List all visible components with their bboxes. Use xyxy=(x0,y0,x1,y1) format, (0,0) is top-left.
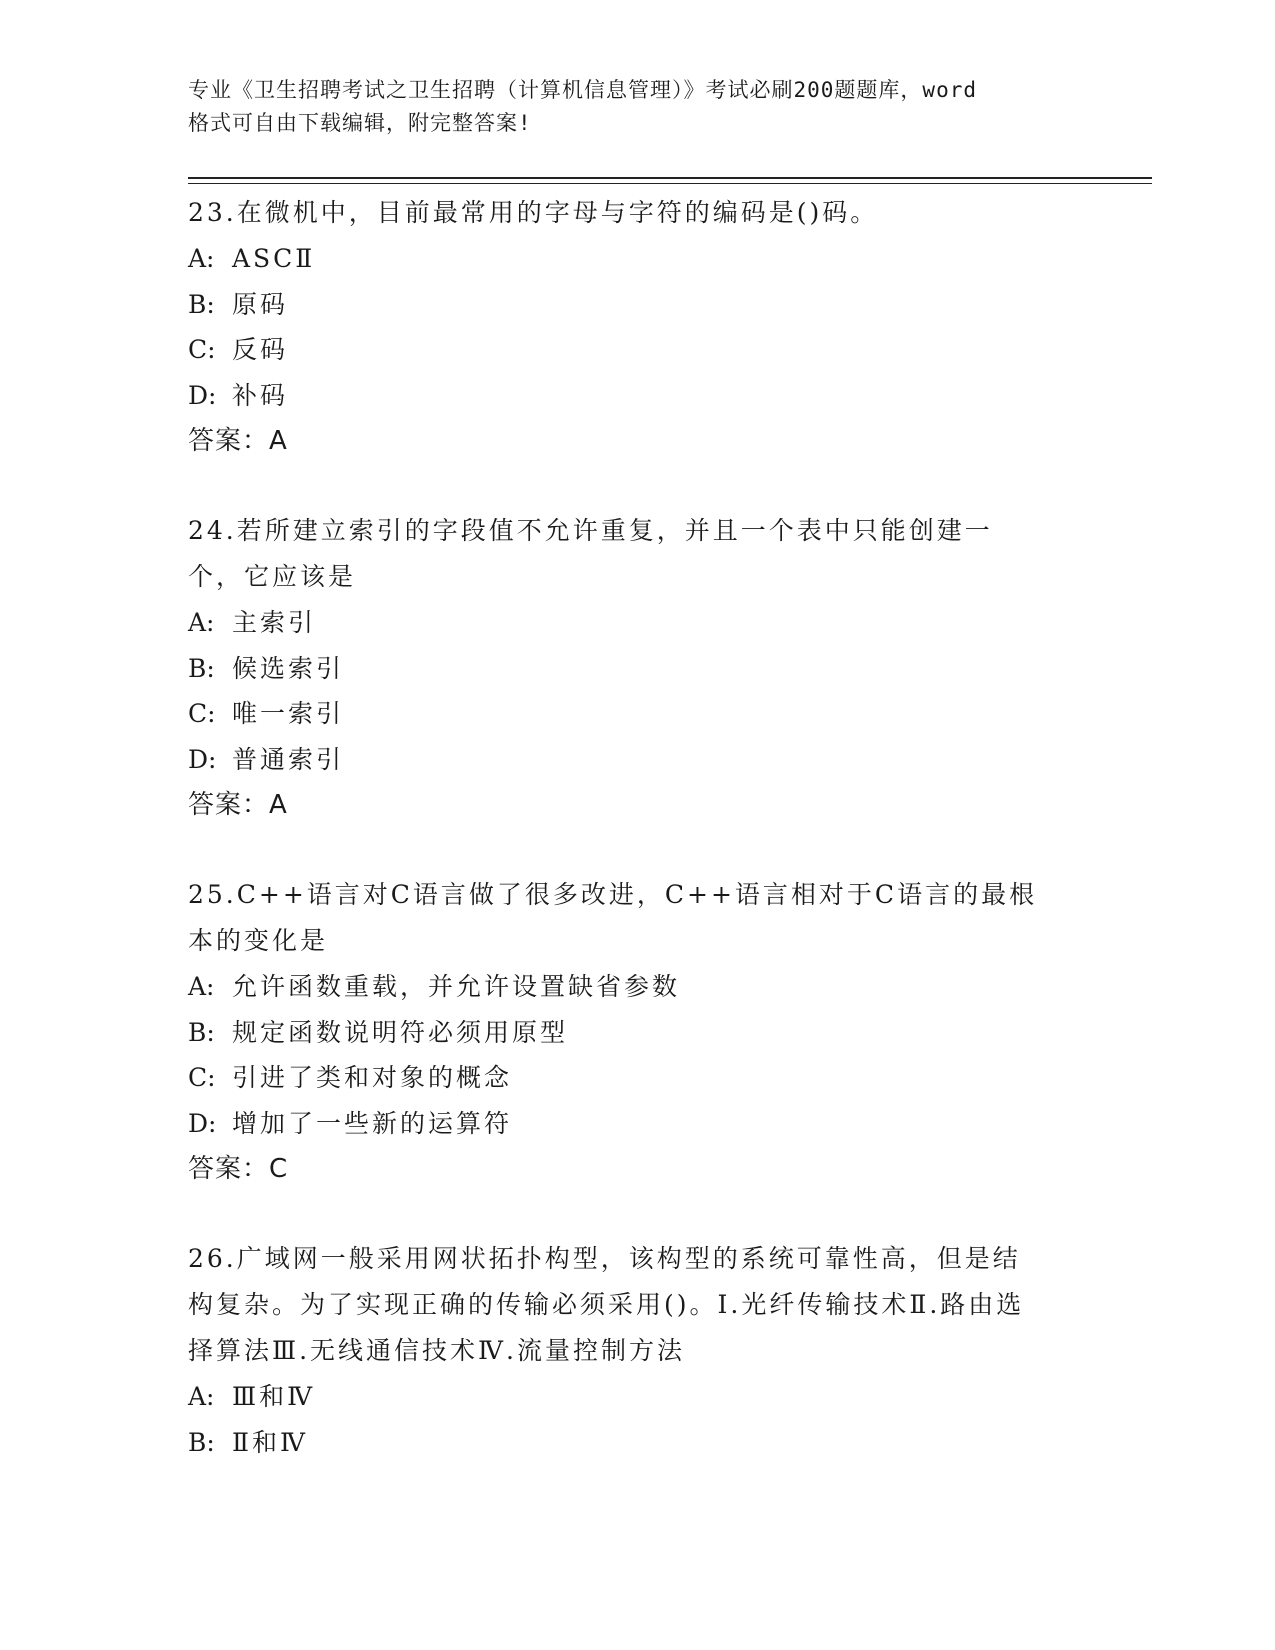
option-text: 唯一索引 xyxy=(232,699,345,728)
option-letter: B: xyxy=(188,653,215,683)
option-b xyxy=(188,646,1088,692)
question-item xyxy=(188,872,1088,1192)
option-b xyxy=(188,1010,1088,1056)
option-c xyxy=(188,327,1088,373)
question-list xyxy=(188,190,1088,1509)
option-text: Ⅱ和Ⅳ xyxy=(232,1427,308,1457)
header-divider-thick xyxy=(188,177,1152,179)
option-d xyxy=(188,737,1088,783)
header-line-1: 专业《卫生招聘考试之卫生招聘（计算机信息管理）》考试必刷200题题库，word xyxy=(188,78,977,102)
option-b xyxy=(188,282,1088,328)
option-d xyxy=(188,373,1088,419)
option-letter: D: xyxy=(188,1108,217,1138)
option-letter: A: xyxy=(188,972,215,1001)
option-text: 规定函数说明符必须用原型 xyxy=(232,1017,569,1047)
question-text: 24.若所建立索引的字段值不允许重复，并且一个表中只能创建一个，它应该是 xyxy=(188,516,993,591)
option-a xyxy=(188,600,1088,646)
option-a xyxy=(188,236,1088,282)
option-text: 主索引 xyxy=(232,608,317,637)
option-letter: A: xyxy=(188,608,215,637)
option-letter: B: xyxy=(188,1427,215,1457)
option-letter: D: xyxy=(188,380,217,410)
option-text: 允许函数重载，并允许设置缺省参数 xyxy=(232,972,681,1001)
option-b xyxy=(188,1420,1088,1466)
answer-line: 答案：C xyxy=(188,1154,289,1184)
option-text: 候选索引 xyxy=(232,653,345,683)
question-text: 25.C++语言对C语言做了很多改进，C++语言相对于C语言的最根本的变化是 xyxy=(188,880,1038,955)
option-c xyxy=(188,1055,1088,1101)
question-item xyxy=(188,508,1088,828)
option-a xyxy=(188,1374,1088,1420)
question-item xyxy=(188,1236,1088,1465)
option-c xyxy=(188,691,1088,737)
option-letter: D: xyxy=(188,744,217,774)
answer-line: 答案：A xyxy=(188,790,288,820)
document-header xyxy=(188,74,1088,140)
option-d xyxy=(188,1101,1088,1147)
header-divider-thin xyxy=(188,183,1152,184)
question-text: 26.广域网一般采用网状拓扑构型，该构型的系统可靠性高，但是结构复杂。为了实现正确的传输必须采用()。Ⅰ.光纤传输技术Ⅱ.路由选择算法Ⅲ.无线通信技术Ⅳ.流量控制方法 xyxy=(188,1244,1025,1365)
header-line-2: 格式可自由下载编辑，附完整答案! xyxy=(188,111,532,135)
question-item xyxy=(188,190,1088,464)
option-text: 普通索引 xyxy=(232,744,345,774)
question-text: 23.在微机中，目前最常用的字母与字符的编码是()码。 xyxy=(188,198,879,227)
answer-line: 答案：A xyxy=(188,426,288,456)
option-a xyxy=(188,964,1088,1010)
option-letter: B: xyxy=(188,289,215,319)
option-text: 原码 xyxy=(232,289,289,319)
option-letter: C: xyxy=(188,699,216,728)
option-text: Ⅲ和Ⅳ xyxy=(232,1382,316,1411)
option-text: 补码 xyxy=(232,380,289,410)
option-letter: A: xyxy=(188,244,215,273)
option-letter: C: xyxy=(188,335,216,364)
option-text: 增加了一些新的运算符 xyxy=(232,1108,513,1138)
option-text: 反码 xyxy=(232,335,289,364)
option-text: ASCⅡ xyxy=(232,244,316,273)
option-letter: B: xyxy=(188,1017,215,1047)
option-text: 引进了类和对象的概念 xyxy=(232,1063,513,1092)
option-letter: C: xyxy=(188,1063,216,1092)
option-letter: A: xyxy=(188,1382,215,1411)
